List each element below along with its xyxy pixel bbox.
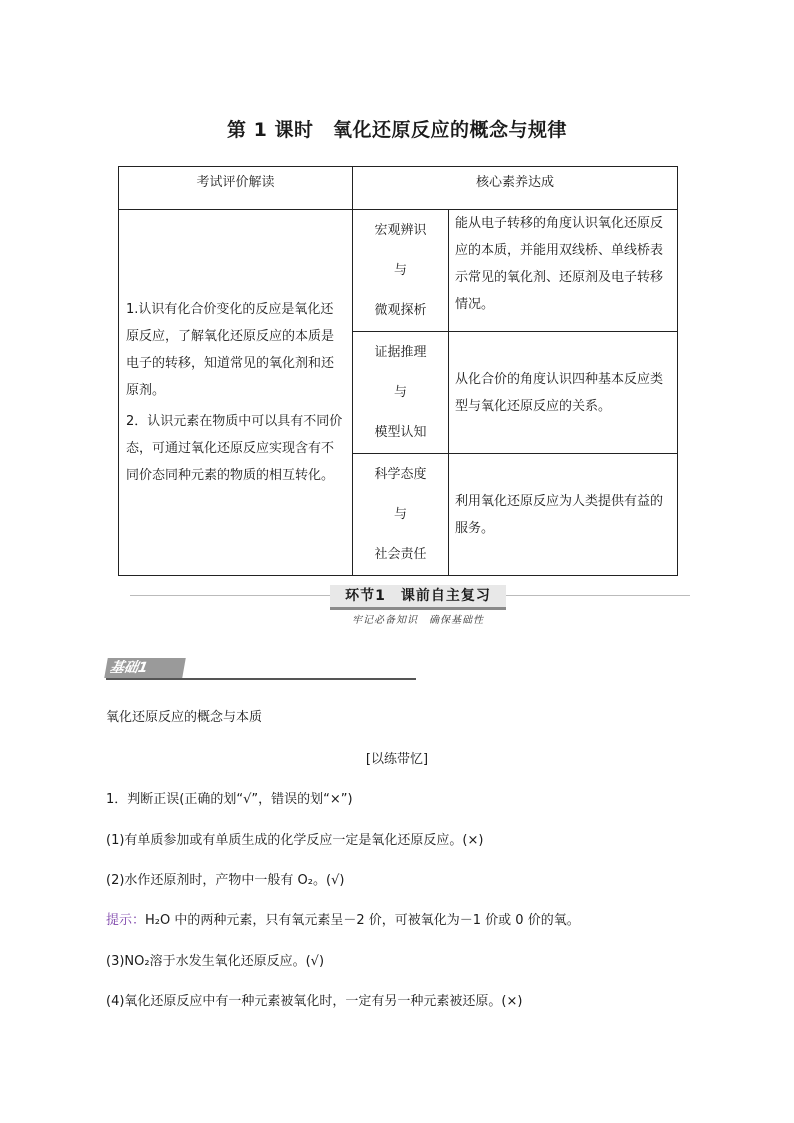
section-banner [130, 585, 690, 625]
badge-underline [106, 678, 416, 680]
hint [106, 909, 580, 928]
hint-label: 提示： [106, 913, 146, 928]
question-item: (1)有单质参加或有单质生成的化学反应一定是氧化还原反应。(×) [106, 833, 484, 848]
practice-tag: [以练带忆] [365, 752, 429, 767]
competency-desc: 能从电子转移的角度认识氧化还原反应的本质，并能用双线桥、单线桥表示常见的氧化剂、还原剂及电子转移情况。 [449, 210, 678, 332]
question-item: (3)NO₂溶于水发生氧化还原反应。(√) [106, 954, 325, 969]
hint-text: H₂O 中的两种元素，只有氧元素呈－2 价，可被氧化为－1 价或 0 价的氧。 [145, 913, 580, 928]
table-header-competency: 核心素养达成 [353, 167, 678, 210]
exam-point-1: 1.认识有化合价变化的反应是氧化还原反应，了解氧化还原反应的本质是电子的转移，知道常见的氧化剂和还原剂。 [126, 302, 335, 398]
section-badge [106, 658, 416, 682]
page-title: 第 1 课时 氧化还原反应的概念与规律 [227, 119, 567, 141]
divider [506, 595, 690, 596]
badge-label: 基础1 [104, 658, 186, 678]
exam-point-2: 2．认识元素在物质中可以具有不同价态，可通过氧化还原反应实现含有不同价态同种元素的物质的相互转化。 [126, 414, 343, 483]
banner-subtitle: 牢记必备知识 确保基础性 [352, 615, 484, 626]
competency-desc: 从化合价的角度认识四种基本反应类型与氧化还原反应的关系。 [449, 332, 678, 454]
competency-desc: 利用氧化还原反应为人类提供有益的服务。 [449, 454, 678, 576]
divider [130, 595, 330, 596]
question-item: (2)水作还原剂时，产物中一般有 O₂。(√) [106, 873, 345, 888]
exam-interpretation [119, 210, 353, 576]
competency-label: 科学态度 与 社会责任 [353, 454, 449, 576]
question-item: (4)氧化还原反应中有一种元素被氧化时，一定有另一种元素被还原。(×) [106, 994, 523, 1009]
table-header-exam: 考试评价解读 [119, 167, 353, 210]
banner-title: 环节1 课前自主复习 [330, 585, 506, 610]
competency-label: 证据推理 与 模型认知 [353, 332, 449, 454]
competency-label: 宏观辨识 与 微观探析 [353, 210, 449, 332]
objectives-table [118, 166, 678, 576]
section-title: 氧化还原反应的概念与本质 [106, 710, 263, 725]
question-stem: 1．判断正误(正确的划“√”，错误的划“×”) [106, 792, 353, 807]
